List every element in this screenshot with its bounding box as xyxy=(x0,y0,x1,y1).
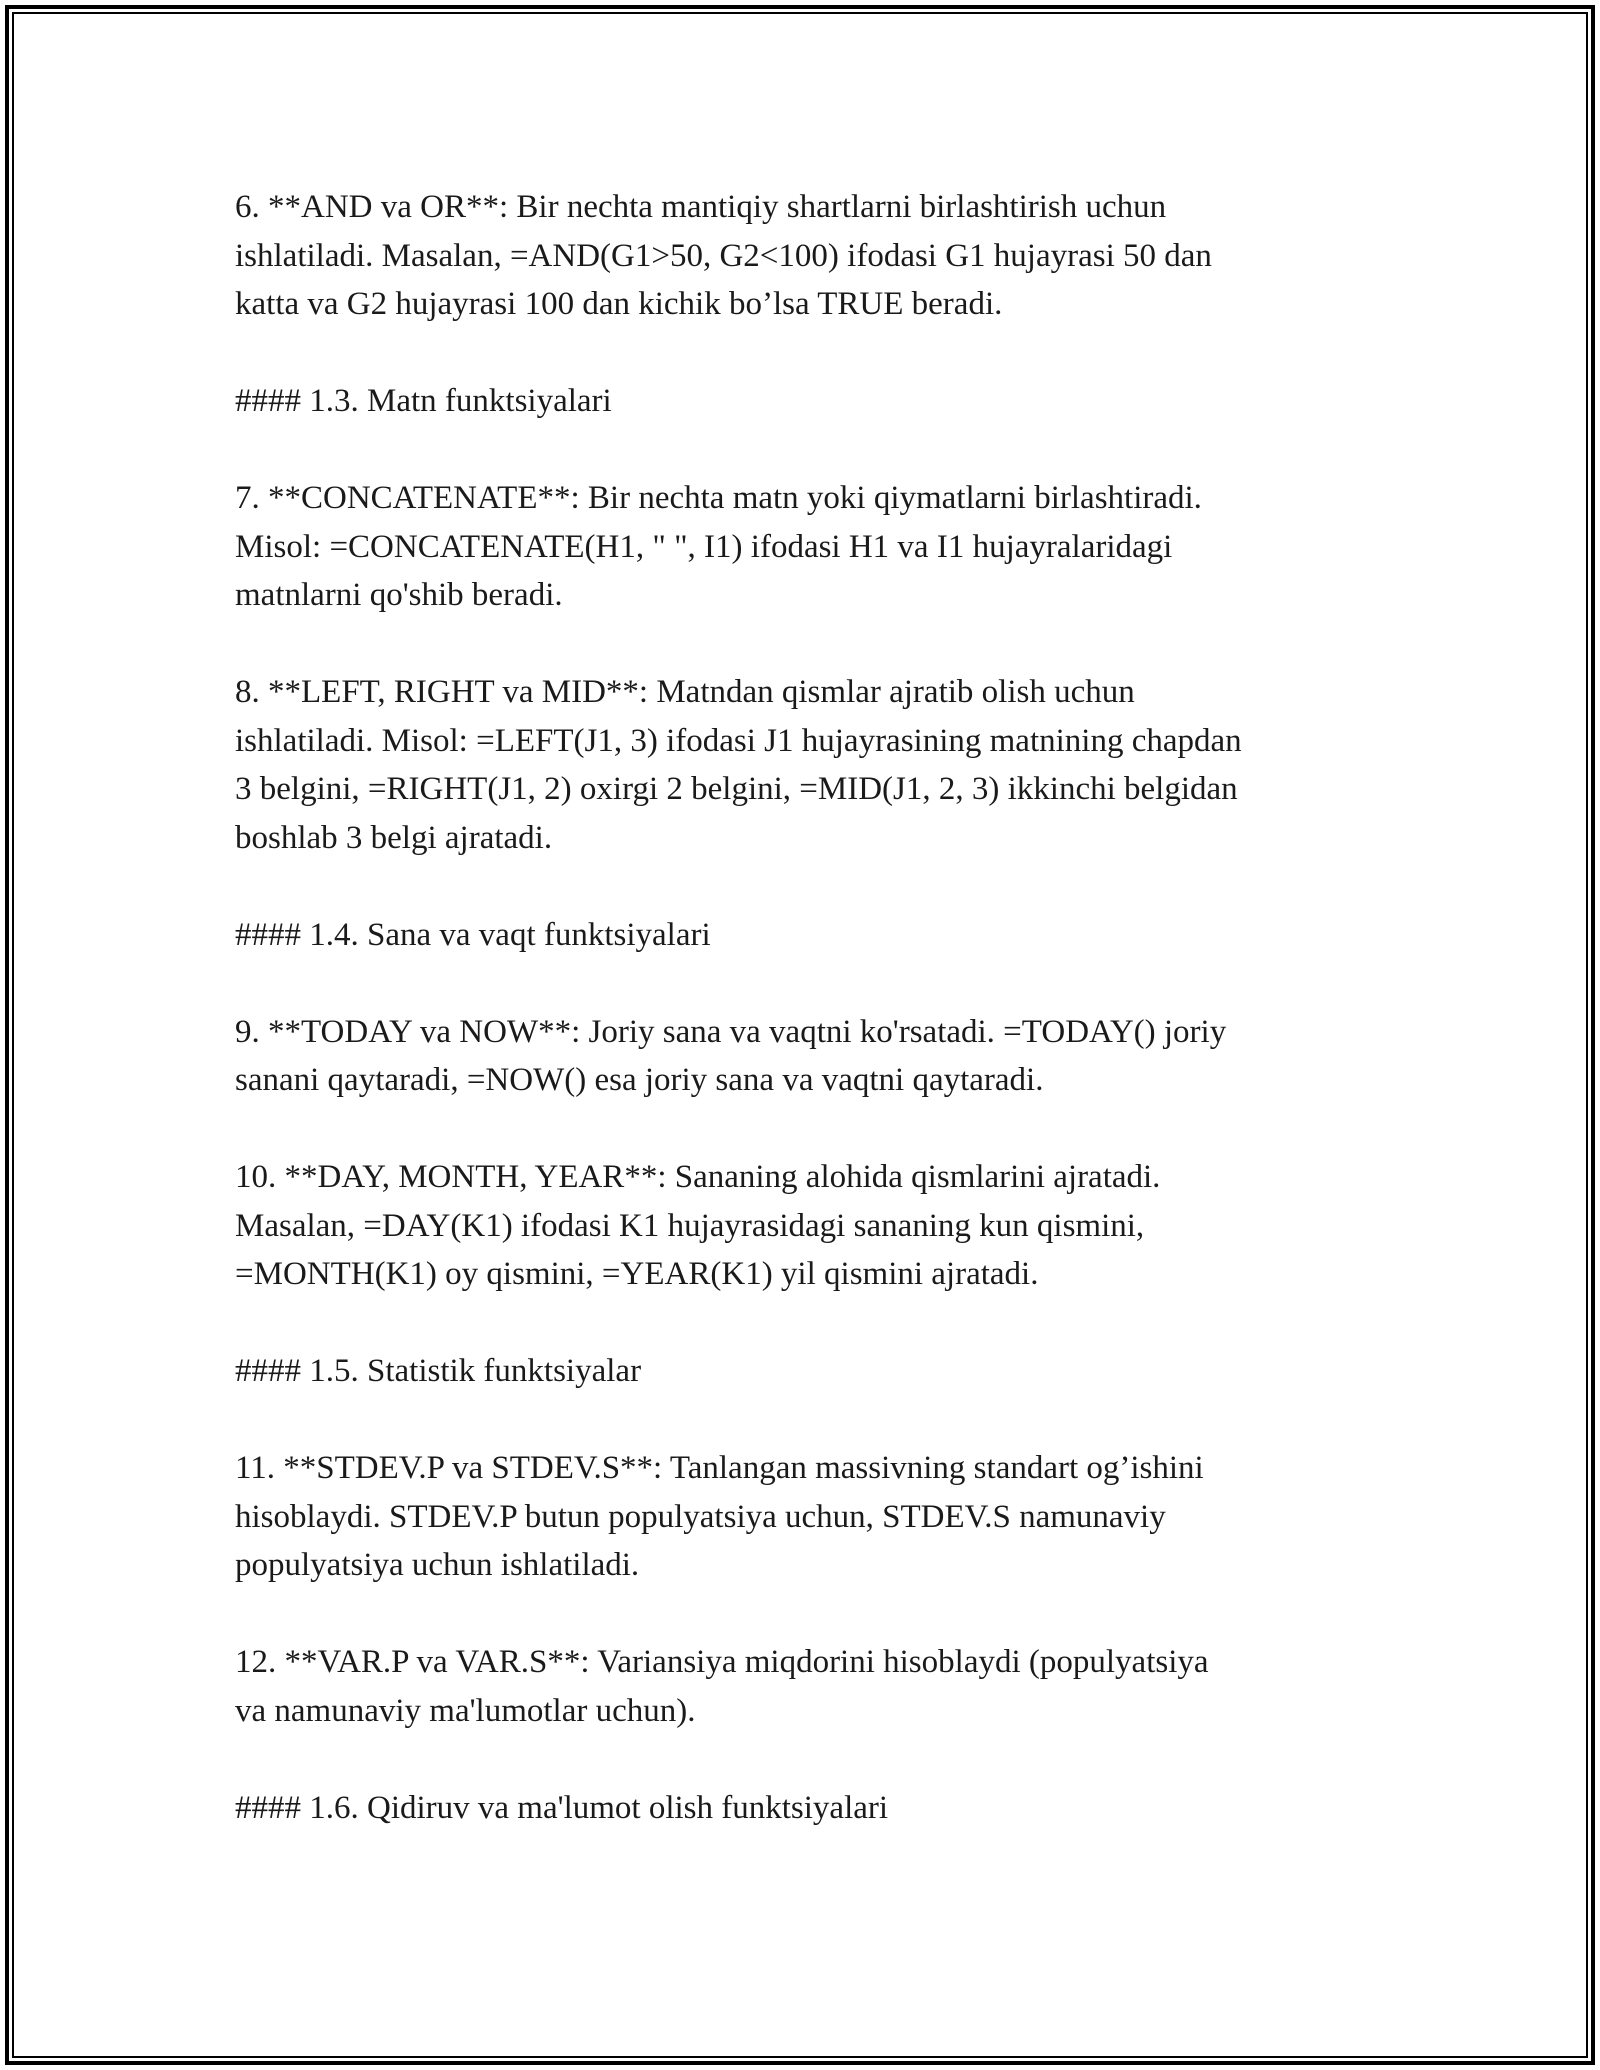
section-heading-statistical-functions: #### 1.5. Statistik funktsiyalar xyxy=(235,1353,642,1389)
list-item-concatenate: 7. **CONCATENATE**: Bir nechta matn yoki qiymatlarni birlashtiradi. Misol: =CONCATENATE(H1, " ", I1) ifodasi H1 va I1 hujayralaridagi matnlarni qo'shib beradi. xyxy=(235,480,1202,613)
list-item-today-now: 9. **TODAY va NOW**: Joriy sana va vaqtni ko'rsatadi. =TODAY() joriy sanani qaytaradi, =NOW() esa joriy sana va vaqtni qaytaradi. xyxy=(235,1013,1227,1098)
list-item-stdev: 11. **STDEV.P va STDEV.S**: Tanlangan massivning standart og’ishini hisoblaydi. STDEV.P butun populyatsiya uchun, STDEV.S namunaviy populyatsiya uchun ishlatiladi. xyxy=(235,1450,1204,1583)
section-heading-date-time-functions: #### 1.4. Sana va vaqt funktsiyalari xyxy=(235,916,711,953)
document-body xyxy=(235,183,1370,1832)
section-heading-lookup-functions: #### 1.6. Qidiruv va ma'lumot olish funktsiyalari xyxy=(235,1789,889,1826)
section-heading-text-functions: #### 1.3. Matn funktsiyalari xyxy=(235,383,612,419)
list-item-day-month-year: 10. **DAY, MONTH, YEAR**: Sananing alohida qismlarini ajratadi. Masalan, =DAY(K1) ifodasi K1 hujayrasidagi sananing kun qismini, =MONTH(K1) oy qismini, =YEAR(K1) yil qismini ajratadi. xyxy=(235,1159,1161,1292)
list-item-left-right-mid: 8. **LEFT, RIGHT va MID**: Matndan qismlar ajratib olish uchun ishlatiladi. Misol: =LEFT(J1, 3) ifodasi J1 hujayrasining matnining chapdan 3 belgini, =RIGHT(J1, 2) oxirgi 2 belgini, =MID(J1, 2, 3) ikkinchi belgidan boshlab 3 belgi ajratadi. xyxy=(235,674,1242,856)
list-item-var: 12. **VAR.P va VAR.S**: Variansiya miqdorini hisoblaydi (populyatsiya va namunaviy ma'lumotlar uchun). xyxy=(235,1644,1209,1729)
list-item-and-or: 6. **AND va OR**: Bir nechta mantiqiy shartlarni birlashtirish uchun ishlatiladi. Masalan, =AND(G1>50, G2<100) ifodasi G1 hujayrasi 50 dan katta va G2 hujayrasi 100 dan kichik bo’lsa TRUE beradi. xyxy=(235,189,1212,322)
